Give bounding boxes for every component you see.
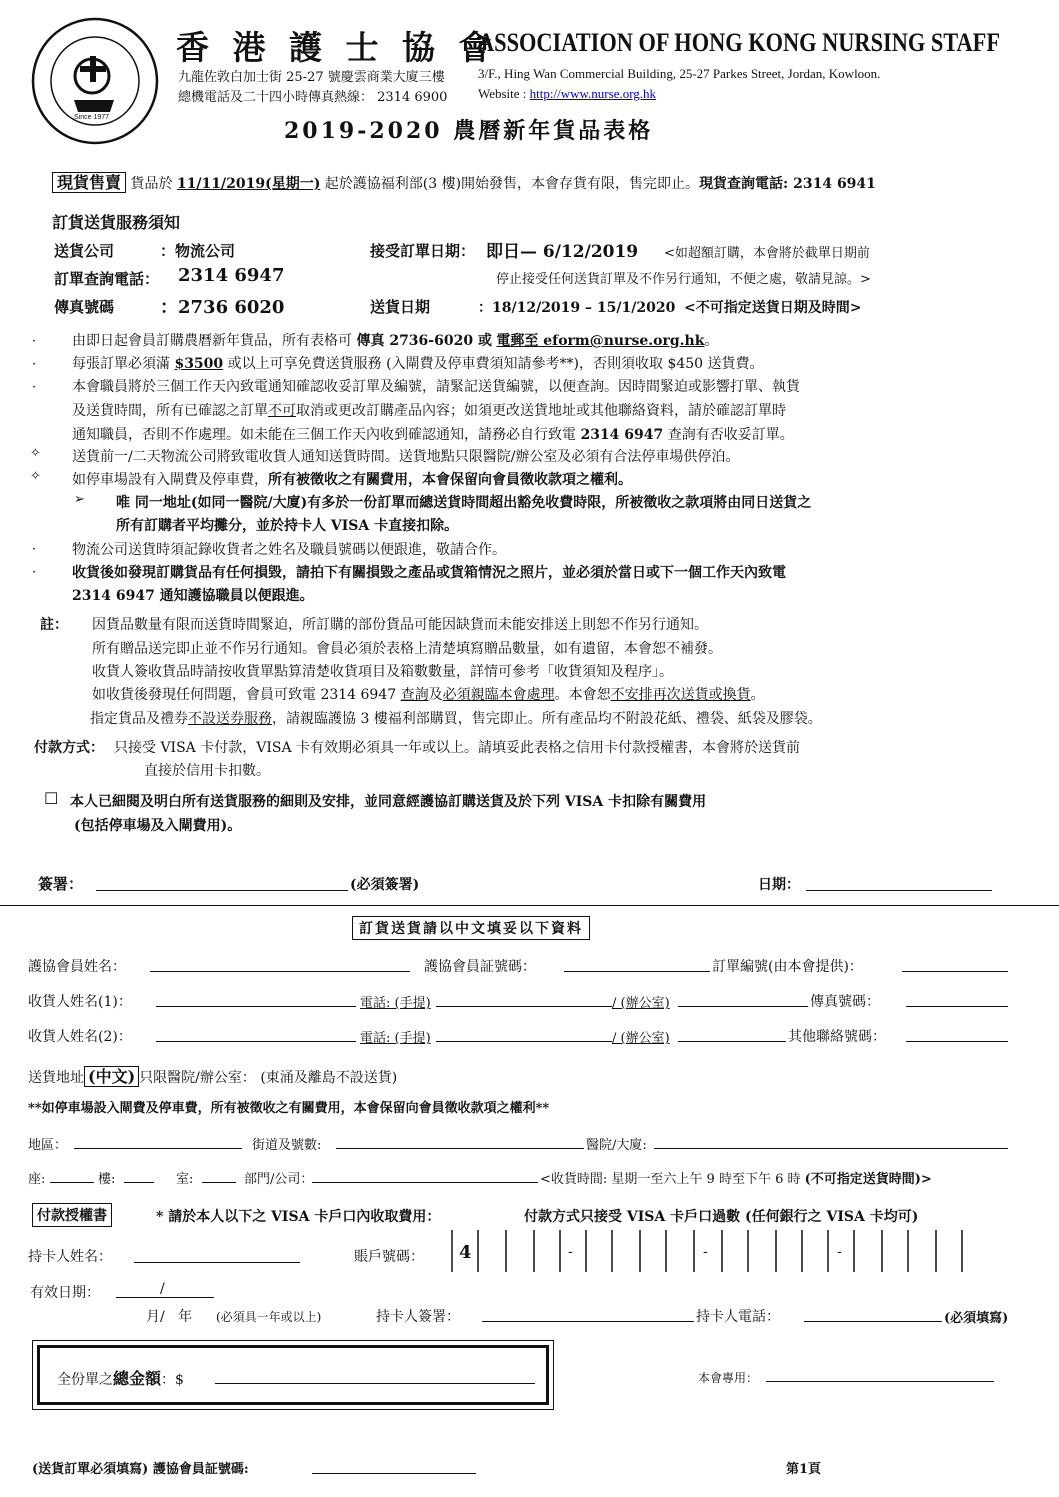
footer-member-field[interactable] [312, 1458, 476, 1474]
rule-2-text-c: 或以上可享免費送貨服務 (入閘費及停車費須知請參考**)，否則須收取 $450 送貨費。 [227, 356, 764, 372]
dept-label: 部門/公司： [244, 1172, 314, 1187]
company-value: ：物流公司 [160, 242, 236, 260]
holder-sign-label: 持卡人簽署： [376, 1309, 460, 1325]
note-4-b: 查詢 [400, 687, 429, 703]
note-4 [92, 684, 765, 704]
must-fill-note: (必須填寫) [944, 1311, 1009, 1326]
website [478, 86, 656, 102]
card-dash-1: - [568, 1244, 573, 1260]
delivery-date-label: 送貨日期 [370, 298, 431, 316]
logo-since: Since 1977 [74, 114, 110, 121]
rule-7: 物流公司送貨時須記錄收貨者之姓名及職員號碼以便跟進，敬請合作。 [72, 542, 506, 558]
floor-field[interactable] [124, 1168, 154, 1183]
bullet: · [32, 380, 37, 395]
office-use-label: 本會專用： [698, 1371, 759, 1385]
dept-field[interactable] [312, 1168, 538, 1183]
street-field[interactable] [336, 1134, 584, 1149]
date-label: 日期： [758, 877, 800, 893]
order-date-label: 接受訂單日期： [370, 242, 476, 260]
section-divider [0, 905, 1059, 906]
street-label: 街道及號數: [252, 1138, 322, 1153]
diamond-bullet: ✧ [30, 446, 41, 461]
card-first-digit: 4 [459, 1242, 472, 1263]
bullet: · [32, 334, 37, 349]
rule-3-3a: 通知職員，否則不作處理。如未能在三個工作天內收到確認通知，請務必自行致電 [72, 427, 576, 443]
parking-note: **如停車場設入閘費及停車費，所有被徵收之有關費用，本會保留向會員徵收款項之權利** [28, 1101, 550, 1116]
notes-label: 註： [40, 617, 68, 633]
note-5-c: ，請親臨護協 3 樓福利部購買，售完即止。所有產品均不附設花紙、禮袋、紙袋及膠袋。 [272, 711, 822, 727]
note-1: 因貨品數量有限而送貨時間緊迫，所訂購的部份貨品可能因缺貨而未能安排送上則恕不作另行通知。 [92, 617, 708, 633]
rule-6-line-1: 唯 同一地址(如同一醫院/大廈)有多於一份訂單而總送貨時間超出豁免收費時限，所被徵收之款項將由同日送貨之 [116, 495, 812, 511]
website-link[interactable]: http://www.nurse.org.hk [529, 86, 657, 101]
address-zh: 九龍佐敦白加士街 25-27 號慶雲商業大廈三樓 [178, 70, 445, 85]
expiry-slash: / [160, 1281, 165, 1297]
rule-2-text-a: 每張訂單必須滿 [72, 356, 170, 372]
delivery-date-note: <不可指定送貨日期及時間> [684, 300, 862, 316]
arrow-bullet: ➢ [74, 492, 85, 507]
district-label: 地區： [28, 1138, 68, 1153]
recipient-2-label: 收貨人姓名(2)： [28, 1029, 132, 1045]
payment-text-1: 只接受 VISA 卡付款，VISA 卡有效期必須具一年或以上。請填妥此表格之信用卡付款授權書，本會將於送貨前 [114, 740, 801, 756]
card-auth-text-a: * 請於本人以下之 VISA 卡戶口內收取費用： [156, 1209, 441, 1225]
hotline-zh: 總機電話及二十四小時傳真熱線： 2314 6900 [178, 90, 448, 105]
rule-1-text-a: 由即日起會員訂購農曆新年貨品，所有表格可 [72, 333, 352, 349]
recipient-1-label: 收貨人姓名(1)： [28, 994, 132, 1010]
stock-sale-text-a: 貨品於 [130, 176, 173, 192]
block-label: 座: [28, 1172, 46, 1187]
recipient-1-mobile-label: 電話: (手提) [360, 996, 431, 1011]
order-date-note-1: <如超額訂購，本會將於截單日期前 [664, 246, 870, 261]
delivery-date-value: ：18/12/2019 – 15/1/2020 [478, 300, 676, 316]
total-label [57, 1366, 184, 1389]
rule-3-line-1: 本會職員將於三個工作天內致電通知確認收妥訂單及編號，請緊記送貨編號，以便查詢。因時間緊迫或影響打單、執貨 [72, 379, 800, 395]
card-number-grid [450, 1228, 974, 1274]
card-dash-3: - [837, 1244, 842, 1260]
page-number: 第1頁 [786, 1462, 822, 1477]
stock-sale-date: 11/11/2019(星期一) [176, 176, 321, 192]
rule-1-end: 。 [704, 333, 719, 349]
recipient-1-office-label: / (辦公室) [612, 996, 670, 1011]
recipient-1-office-field[interactable] [678, 991, 808, 1007]
member-no-field[interactable] [564, 956, 710, 972]
stock-sale-line [52, 170, 876, 193]
company-label: 送貨公司 [54, 242, 115, 260]
website-label: Website : [478, 86, 527, 101]
note-4-f: 不安排再次送貨或換貨 [610, 687, 751, 703]
recipient-1-field[interactable] [156, 991, 356, 1007]
note-2: 所有贈品送完即止並不作另行通知。會員必須於表格上清楚填寫贈品數量，如有遺留，本會恕不補發。 [92, 641, 722, 657]
holder-name-label: 持卡人姓名： [28, 1249, 112, 1265]
total-label-a: 全份單之 [57, 1372, 113, 1388]
date-field[interactable] [806, 874, 992, 891]
note-3: 收貨人簽收貨品時請按收貨單點算清楚收貨項目及箱數數量，詳情可參考「收貨須知及程序」。 [92, 664, 673, 680]
signature-field[interactable] [96, 874, 348, 891]
card-number-boxes[interactable] [450, 1228, 974, 1274]
rule-3-3c: 查詢有否收妥訂單。 [667, 427, 794, 443]
holder-phone-label: 持卡人電話： [696, 1309, 780, 1325]
footer-member-label: (送貨訂單必須填寫) 護協會員証號碼: [32, 1462, 249, 1477]
rule-3-2b: 不可 [268, 403, 296, 419]
payment-label: 付款方式： [34, 740, 104, 756]
enquiry-value: 2314 6947 [178, 265, 285, 286]
order-no-label: 訂單編號(由本會提供)： [712, 959, 863, 975]
bullet: · [32, 542, 37, 557]
rule-3-3b: 2314 6947 [580, 427, 664, 443]
agreement-line-1: 本人已細閱及明白所有送貨服務的細則及安排，並同意經護協訂購送貨及於下列 VISA 卡扣除有關費用 [70, 794, 707, 810]
card-dash-2: - [703, 1244, 708, 1260]
order-date-note-2: 停止接受任何送貨訂單及不作另行通知，不便之處，敬請見諒。> [496, 272, 871, 287]
rule-5 [72, 469, 632, 489]
rule-5-a: 如停車場設有入閘費及停車費， [72, 472, 268, 488]
address-en: 3/F., Hing Wan Commercial Building, 25-27 Parkes Street, Jordan, Kowloon. [478, 66, 881, 81]
order-form-title: 訂貨送貨請以中文填妥以下資料 [352, 916, 590, 940]
recipient-1-fax-field[interactable] [906, 991, 1008, 1007]
total-box [32, 1340, 554, 1410]
receive-time-text: <收貨時間: 星期一至六上午 9 時至下午 6 時 [540, 1172, 801, 1187]
order-no-field[interactable] [902, 956, 1008, 972]
recipient-1-mobile-field[interactable] [436, 991, 612, 1007]
note-4-a: 如收貨後發現任何問題，會員可致電 2314 6947 [92, 687, 397, 703]
stock-enquiry: 現貨查詢電話: 2314 6941 [699, 176, 876, 192]
total-amount-field[interactable] [215, 1368, 535, 1384]
recipient-2-mobile-label: 電話: (手提) [360, 1031, 431, 1046]
holder-name-field[interactable] [134, 1247, 300, 1263]
total-label-c: ：$ [161, 1372, 184, 1388]
room-field[interactable] [202, 1168, 236, 1183]
signature-note: (必須簽署) [350, 877, 420, 893]
receive-time [540, 1168, 932, 1187]
diamond-bullet: ✧ [30, 469, 41, 484]
member-no-label: 護協會員証號碼： [424, 959, 536, 975]
recipient-2-field[interactable] [156, 1026, 356, 1042]
account-no-label: 賬戶號碼： [354, 1249, 424, 1265]
note-5-a: 指定貨品及禮券 [90, 711, 188, 727]
holder-sign-field[interactable] [482, 1306, 694, 1322]
stock-sale-badge: 現貨售賣 [52, 172, 126, 193]
recipient-2-office-label: / (辦公室) [612, 1031, 670, 1046]
address-note: 只限醫院/辦公室： (東涌及離島不設送貨) [139, 1070, 398, 1086]
rule-1-email[interactable]: 電郵至 eform@nurse.org.hk [496, 333, 705, 349]
rule-8-line-2: 2314 6947 通知護協職員以便跟進。 [72, 588, 314, 604]
rule-2 [72, 353, 764, 373]
address-line [28, 1064, 397, 1087]
member-name-field[interactable] [150, 956, 410, 972]
note-5 [90, 708, 822, 728]
note-4-g: 。 [750, 687, 765, 703]
rule-3-2a: 及送貨時間，所有已確認之訂單 [72, 403, 268, 419]
order-date-value: 即日— 6/12/2019 [486, 242, 639, 262]
receive-time-note: (不可指定送貨時間)> [804, 1172, 932, 1187]
signature-label: 簽署： [38, 875, 84, 893]
expiry-format: 月/ 年 [146, 1309, 193, 1325]
floor-label: 樓: [98, 1172, 116, 1187]
logo-seal-graphic [30, 16, 160, 146]
card-auth-badge: 付款授權書 [32, 1203, 112, 1227]
expiry-field[interactable] [116, 1282, 214, 1298]
note-5-b: 不設送券服務 [188, 711, 272, 727]
agreement-checkbox[interactable]: ☐ [44, 789, 59, 808]
recipient-2-other-field[interactable] [906, 1026, 1008, 1042]
hospital-label: 醫院/大廈: [586, 1138, 647, 1153]
address-label: 送貨地址 [28, 1070, 84, 1086]
room-label: 室: [176, 1172, 194, 1187]
rule-5-b: 所有被徵收之有關費用，本會保留向會員徵收款項之權利。 [268, 472, 632, 488]
delivery-heading: 訂貨送貨服務須知 [52, 213, 181, 232]
address-zh-box: (中文) [84, 1066, 139, 1087]
expiry-label: 有效日期： [30, 1285, 100, 1301]
recipient-2-office-field[interactable] [678, 1026, 786, 1042]
office-use-field[interactable] [766, 1366, 994, 1382]
recipient-2-mobile-field[interactable] [436, 1026, 612, 1042]
total-label-b: 總金額 [113, 1369, 162, 1388]
rule-3-2c: 取消或更改訂購產品內容；如須更改送貨地址或其他聯絡資料，請於確認訂單時 [296, 403, 786, 419]
recipient-2-other-label: 其他聯絡號碼： [788, 1029, 886, 1045]
hospital-field[interactable] [654, 1134, 1008, 1149]
block-field[interactable] [50, 1168, 94, 1183]
member-name-label: 護協會員姓名： [28, 959, 126, 975]
org-name-zh: 香 港 護 士 協 會 [176, 28, 498, 67]
payment-text-2: 直接於信用卡扣數。 [144, 763, 270, 779]
rule-4: 送貨前一/二天物流公司將致電收貨人通知送貨時間。送貨地點只限醫院/辦公室及必須有合法停車場供停泊。 [72, 449, 740, 465]
rule-1 [72, 330, 718, 350]
rule-3-line-2 [72, 400, 786, 420]
logo-seal [30, 16, 160, 146]
expiry-note: (必須具一年或以上) [216, 1310, 322, 1324]
org-name-en: ASSOCIATION OF HONG KONG NURSING STAFF [478, 28, 1001, 57]
note-4-d: 必須親臨本會處理 [442, 687, 555, 703]
holder-phone-field[interactable] [804, 1306, 942, 1322]
bullet: · [32, 565, 37, 580]
rule-1-fax: 傳真 2736-6020 或 [356, 333, 492, 349]
fax-label: 傳真號碼 [54, 298, 115, 316]
note-4-c: 及 [428, 687, 443, 703]
rule-6-line-2: 所有訂購者平均攤分，並於持卡人 VISA 卡直接扣除。 [116, 518, 459, 534]
form-title: 2019-2020 農曆新年貨品表格 [284, 118, 654, 144]
fax-value: ：2736 6020 [160, 297, 285, 318]
note-4-e: 。本會恕 [554, 687, 611, 703]
agreement-line-2: (包括停車場及入閘費用)。 [74, 818, 242, 834]
recipient-1-fax-label: 傳真號碼： [810, 994, 880, 1010]
stock-sale-text-b: 起於護協福利部(3 樓)開始發售，本會存貨有限，售完即止。 [324, 176, 700, 192]
card-auth-text-b: 付款方式只接受 VISA 卡戶口過數 (任何銀行之 VISA 卡均可) [524, 1209, 919, 1225]
rule-3-line-3 [72, 424, 794, 444]
rule-2-amount: $3500 [174, 356, 224, 372]
district-field[interactable] [74, 1134, 242, 1149]
enquiry-label: 訂單查詢電話： [54, 270, 160, 288]
rule-8-line-1: 收貨後如發現訂購貨品有任何損毀，請拍下有關損毀之產品或貨箱情況之照片，並必須於當日或下一個工作天內致電 [72, 565, 786, 581]
bullet: · [32, 357, 37, 372]
